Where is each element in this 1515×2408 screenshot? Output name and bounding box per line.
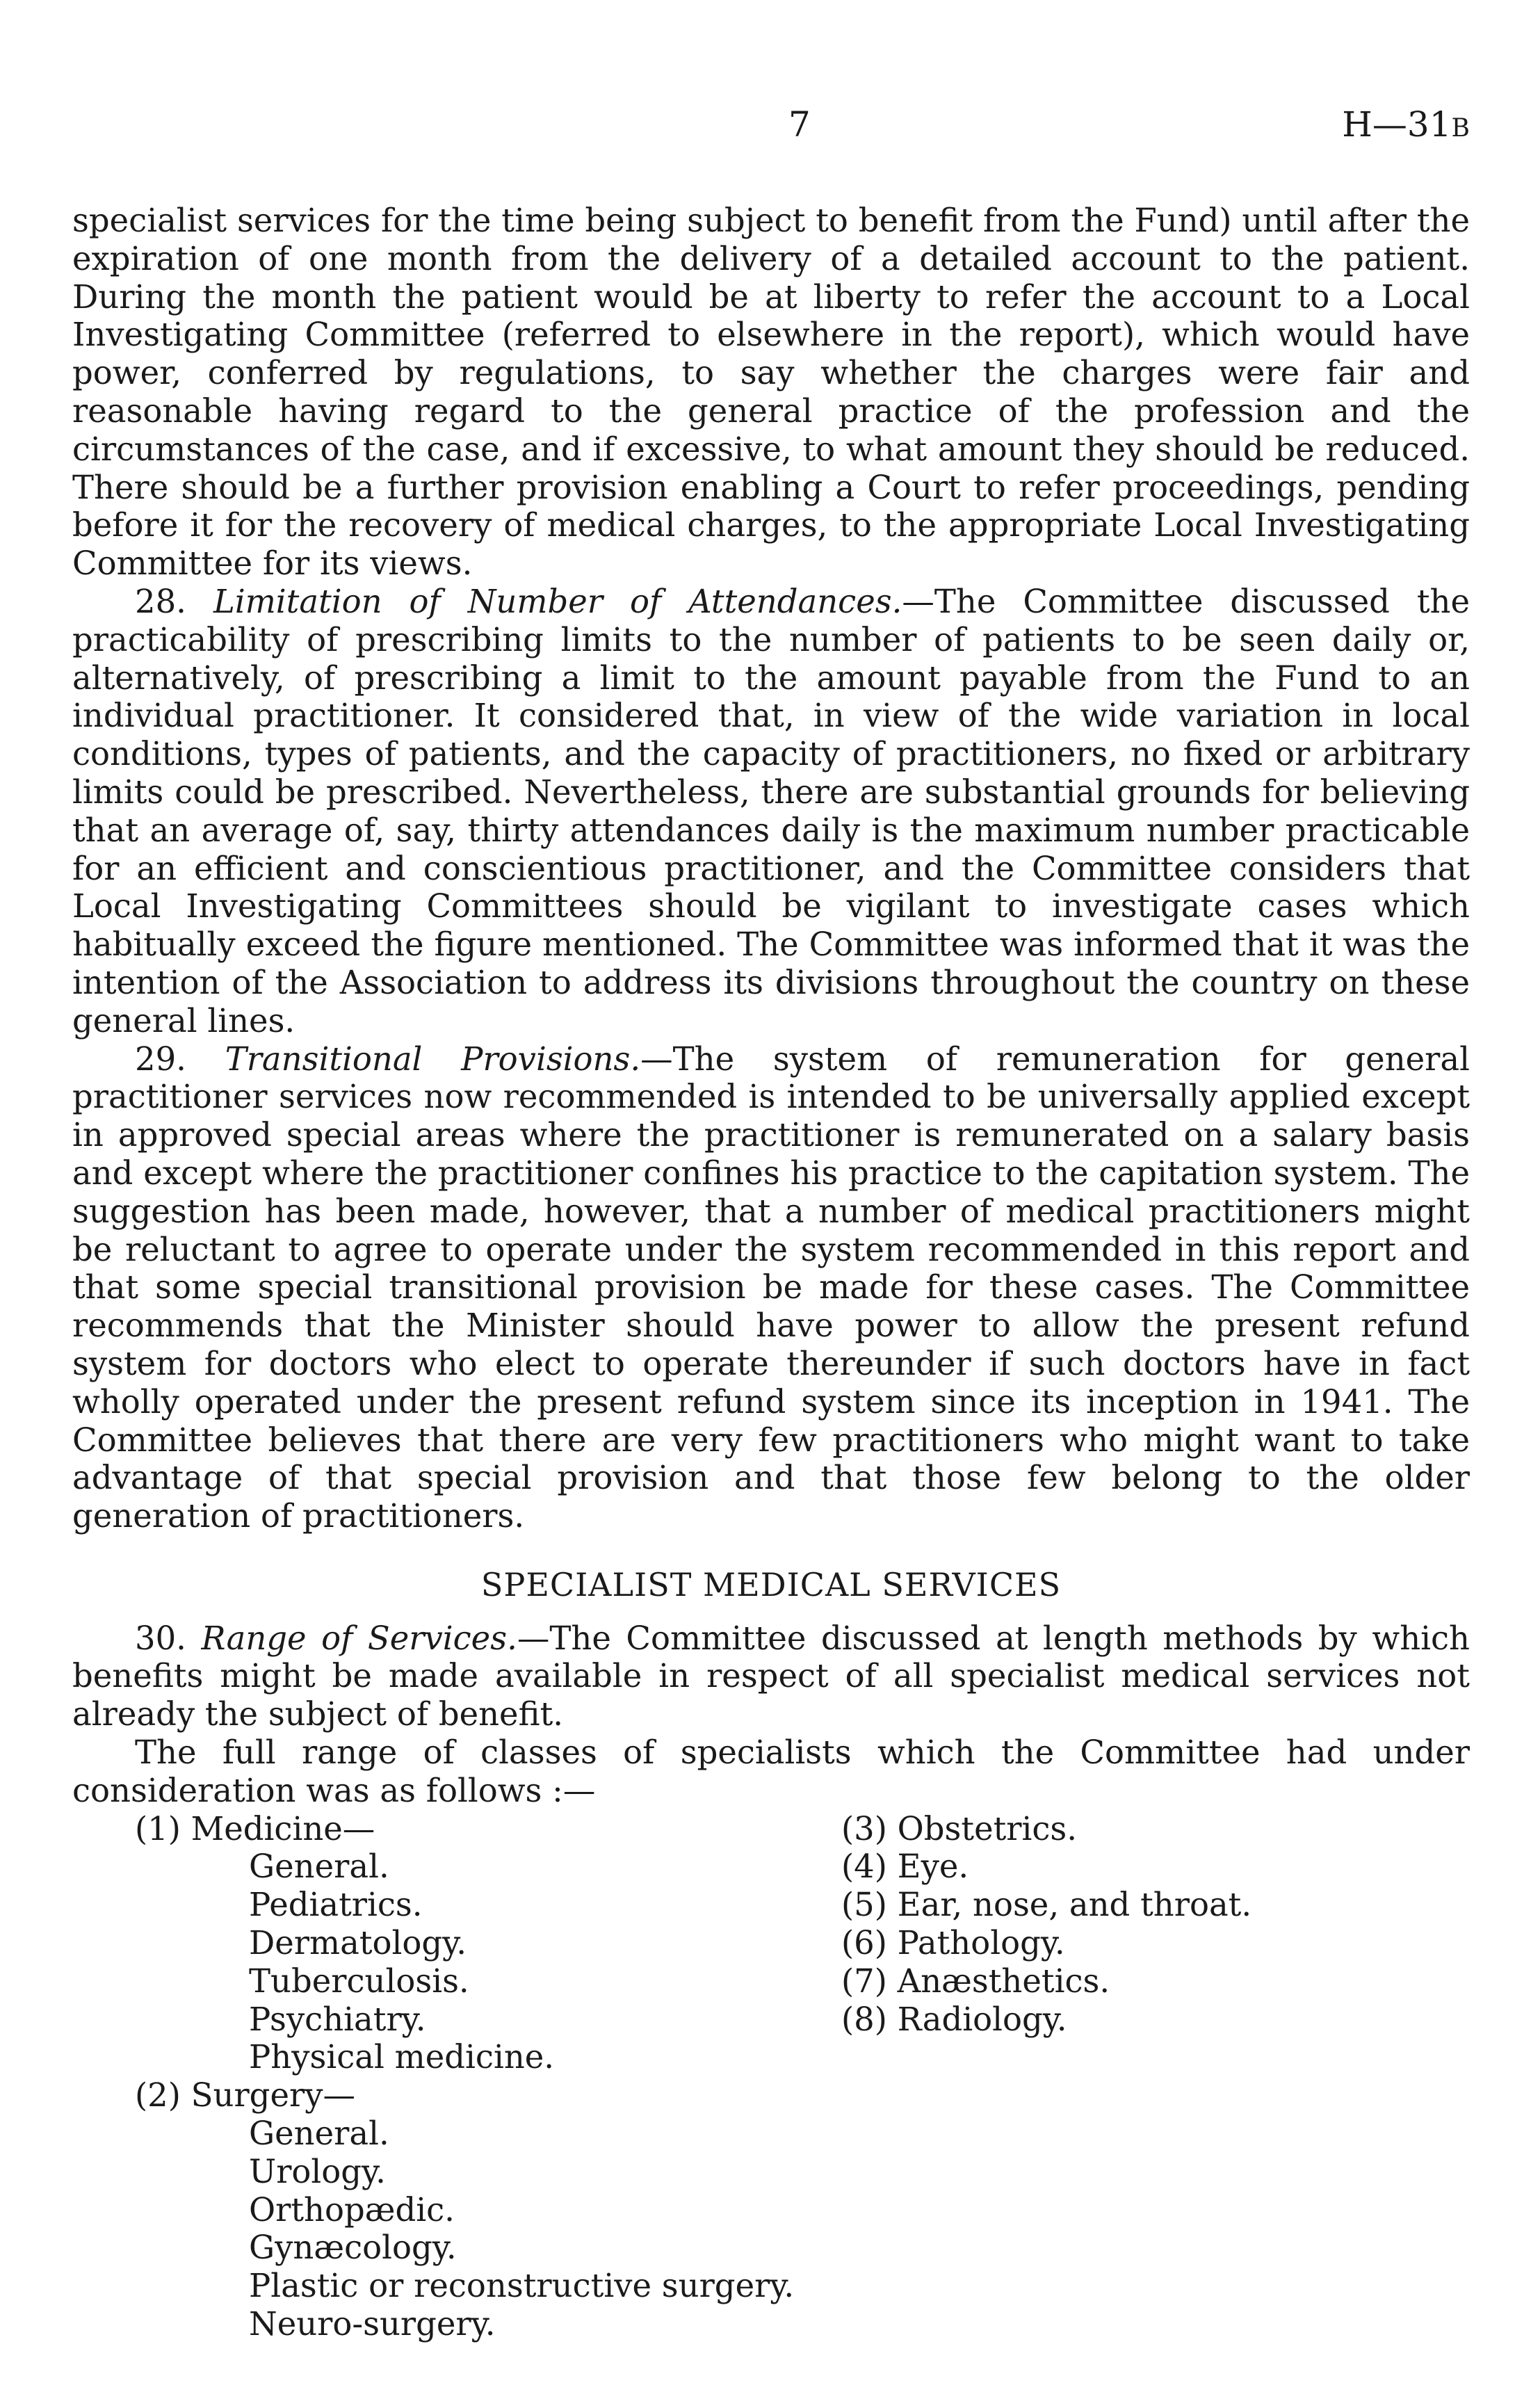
list-item: Orthopædic. <box>249 2190 455 2229</box>
paragraph-30-title: Range of Services. <box>201 1619 517 1657</box>
list-item: Neuro-surgery. <box>249 2305 496 2343</box>
paragraph-28-text: —The Committee discussed the practicability of prescribing limits to the number of patients to be seen daily or, alternatively, of prescribing a limit to the amount payable from the Fund to an individual practitioner. It considered that, in view of the wide variation in local conditions, types of patients, and the capacity of practitioners, no fixed or arbitrary limits could be prescribed. Nevertheless, there are substantial grounds for believing that an average of, say, thirty attendances daily is the maximum number practicable for an efficient and conscientious practitioner, and the Committee considers that Local Investigating Committees should be vigilant to investigate cases which habitually exceed the figure mentioned. The Committee was informed that it was the intention of the Association to address its divisions throughout the country on these general lines. <box>72 582 1471 1040</box>
list-item: Pediatrics. <box>249 1886 423 1924</box>
list-item: Dermatology. <box>249 1924 467 1962</box>
specialist-list-left <box>135 1810 830 2343</box>
document-reference-main: H—31 <box>1342 104 1452 145</box>
specialist-classes <box>72 1810 1470 2408</box>
page-number: 7 <box>788 104 811 145</box>
paragraph-specialist-range: The full range of classes of specialists which the Committee had under consideration was as follows :— <box>72 1734 1470 1809</box>
paragraph-29 <box>72 1040 1470 1535</box>
paragraph-29-number: 29. <box>135 1040 186 1078</box>
page-body <box>72 202 1470 2408</box>
specialist-list-right <box>841 1810 1467 2039</box>
paragraph-30-number: 30. <box>135 1619 186 1657</box>
paragraph-30-text: —The Committee discussed at length methods by which benefits might be made available in respect of all specialist medical services not already the subject of benefit. <box>72 1619 1471 1734</box>
paragraph-28-number: 28. <box>135 582 186 620</box>
list-item: Psychiatry. <box>249 2000 426 2038</box>
list-item: Gynæcology. <box>249 2229 457 2267</box>
list-item: (5) Ear, nose, and throat. <box>841 1886 1252 1924</box>
list-item: Plastic or reconstructive surgery. <box>249 2267 795 2305</box>
list-surgery-label: (2) Surgery— <box>135 2076 355 2115</box>
list-item: Tuberculosis. <box>249 1962 469 2000</box>
list-item: Physical medicine. <box>249 2038 555 2076</box>
paragraph-28-title: Limitation of Number of Attendances. <box>213 582 902 620</box>
document-reference <box>1342 104 1470 145</box>
paragraph-30 <box>72 1619 1470 1734</box>
list-item: Urology. <box>249 2152 386 2190</box>
list-medicine-label: (1) Medicine— <box>135 1809 375 1848</box>
list-item: General. <box>249 2115 389 2153</box>
document-reference-suffix: B <box>1451 114 1470 143</box>
list-item: General. <box>249 1848 389 1886</box>
paragraph-continued: specialist services for the time being subject to benefit from the Fund) until after the expiration of one month from the delivery of a detailed account to the patient. During the month the patient would be at liberty to refer the account to a Local Investigating Committee (referred to elsewhere in the report), which would have power, conferred by regulations, to say whether the charges were fair and reasonable having regard to the general practice of the profession and the circumstances of the case, and if excessive, to what amount they should be reduced. There should be a further provision enabling a Court to refer proceedings, pending before it for the recovery of medical charges, to the appropriate Local Investigating Committee for its views. <box>72 202 1470 583</box>
list-item: (7) Anæsthetics. <box>841 1962 1110 2000</box>
paragraph-29-text: —The system of remuneration for general practitioner services now recommended is intended to be universally applied except in approved special areas where the practitioner is remunerated on a salary basis and except where the practitioner confines his practice to the capitation system. The suggestion has been made, however, that a number of medical practitioners might be reluctant to agree to operate under the system recommended in this report and that some special transitional provision be made for these cases. The Committee recommends that the Minister should have power to allow the present refund system for doctors who elect to operate thereunder if such doctors have in fact wholly operated under the present refund system since its inception in 1941. The Committee believes that there are very few practitioners who might want to take advantage of that special provision and that those few belong to the older generation of practitioners. <box>72 1040 1470 1535</box>
page-header <box>72 104 1470 167</box>
paragraph-28 <box>72 583 1470 1040</box>
list-item: (6) Pathology. <box>841 1924 1065 1962</box>
list-item: (3) Obstetrics. <box>841 1809 1078 1848</box>
section-heading: SPECIALIST MEDICAL SERVICES <box>480 1565 1062 1603</box>
paragraph-29-title: Transitional Provisions. <box>225 1040 641 1078</box>
list-item: (8) Radiology. <box>841 2000 1067 2038</box>
list-item: (4) Eye. <box>841 1848 969 1886</box>
